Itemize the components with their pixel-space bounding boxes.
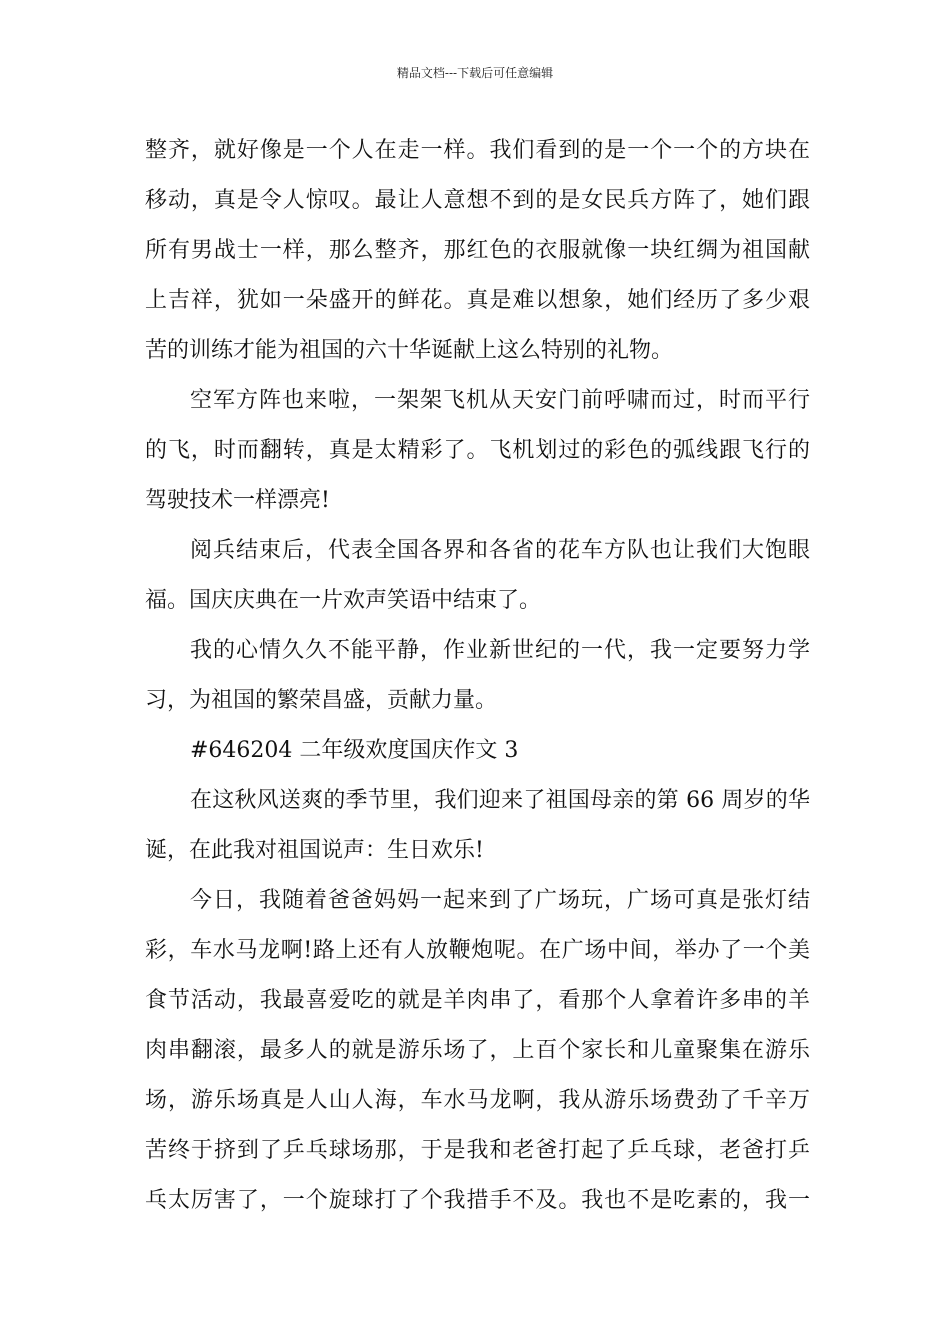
paragraph-1-line-3: 所有男战士一样，那么整齐，那红色的衣服就像一块红绸为祖国献 <box>145 238 810 263</box>
paragraph-7-line-6: 苦终于挤到了乒乓球场那，于是我和老爸打起了乒乓球，老爸打乒 <box>145 1138 810 1163</box>
page-header: 精品文档---下载后可任意编辑 <box>396 66 554 80</box>
paragraph-7-line-4: 肉串翻滚，最多人的就是游乐场了，上百个家长和儿童聚集在游乐 <box>145 1038 810 1063</box>
paragraph-7-line-1: 今日，我随着爸爸妈妈一起来到了广场玩，广场可真是张灯结 <box>190 888 810 913</box>
paragraph-7-line-7: 乓太厉害了，一个旋球打了个我措手不及。我也不是吃素的，我一 <box>145 1188 810 1213</box>
paragraph-7-line-3: 食节活动，我最喜爱吃的就是羊肉串了，看那个人拿着许多串的羊 <box>145 988 810 1013</box>
paragraph-1-line-2: 移动，真是令人惊叹。最让人意想不到的是女民兵方阵了，她们跟 <box>145 188 810 213</box>
paragraph-2-line-3: 驾驶技术一样漂亮! <box>145 488 330 513</box>
paragraph-7-line-5: 场，游乐场真是人山人海，车水马龙啊，我从游乐场费劲了千辛万 <box>145 1088 810 1113</box>
paragraph-4-line-1: 我的心情久久不能平静，作业新世纪的一代，我一定要努力学 <box>190 638 810 663</box>
paragraph-2-line-1: 空军方阵也来啦，一架架飞机从天安门前呼啸而过，时而平行 <box>190 388 810 413</box>
paragraph-3-line-1: 阅兵结束后，代表全国各界和各省的花车方队也让我们大饱眼 <box>190 538 810 563</box>
section-heading: #646204 二年级欢度国庆作文 3 <box>190 738 519 763</box>
paragraph-3-line-2: 福。国庆庆典在一片欢声笑语中结束了。 <box>145 588 542 613</box>
paragraph-2-line-2: 的飞，时而翻转，真是太精彩了。飞机划过的彩色的弧线跟飞行的 <box>145 438 810 463</box>
paragraph-1-line-4: 上吉祥，犹如一朵盛开的鲜花。真是难以想象，她们经历了多少艰 <box>145 288 810 313</box>
paragraph-6-line-1: 在这秋风送爽的季节里，我们迎来了祖国母亲的第 66 周岁的华 <box>190 788 810 813</box>
paragraph-1-line-1: 整齐，就好像是一个人在走一样。我们看到的是一个一个的方块在 <box>145 138 810 163</box>
paragraph-7-line-2: 彩，车水马龙啊!路上还有人放鞭炮呢。在广场中间，举办了一个美 <box>145 938 810 963</box>
paragraph-6-line-2: 诞，在此我对祖国说声：生日欢乐! <box>145 838 484 863</box>
paragraph-1-line-5: 苦的训练才能为祖国的六十华诞献上这么特别的礼物。 <box>145 338 674 363</box>
paragraph-4-line-2: 习，为祖国的繁荣昌盛，贡献力量。 <box>145 688 498 713</box>
